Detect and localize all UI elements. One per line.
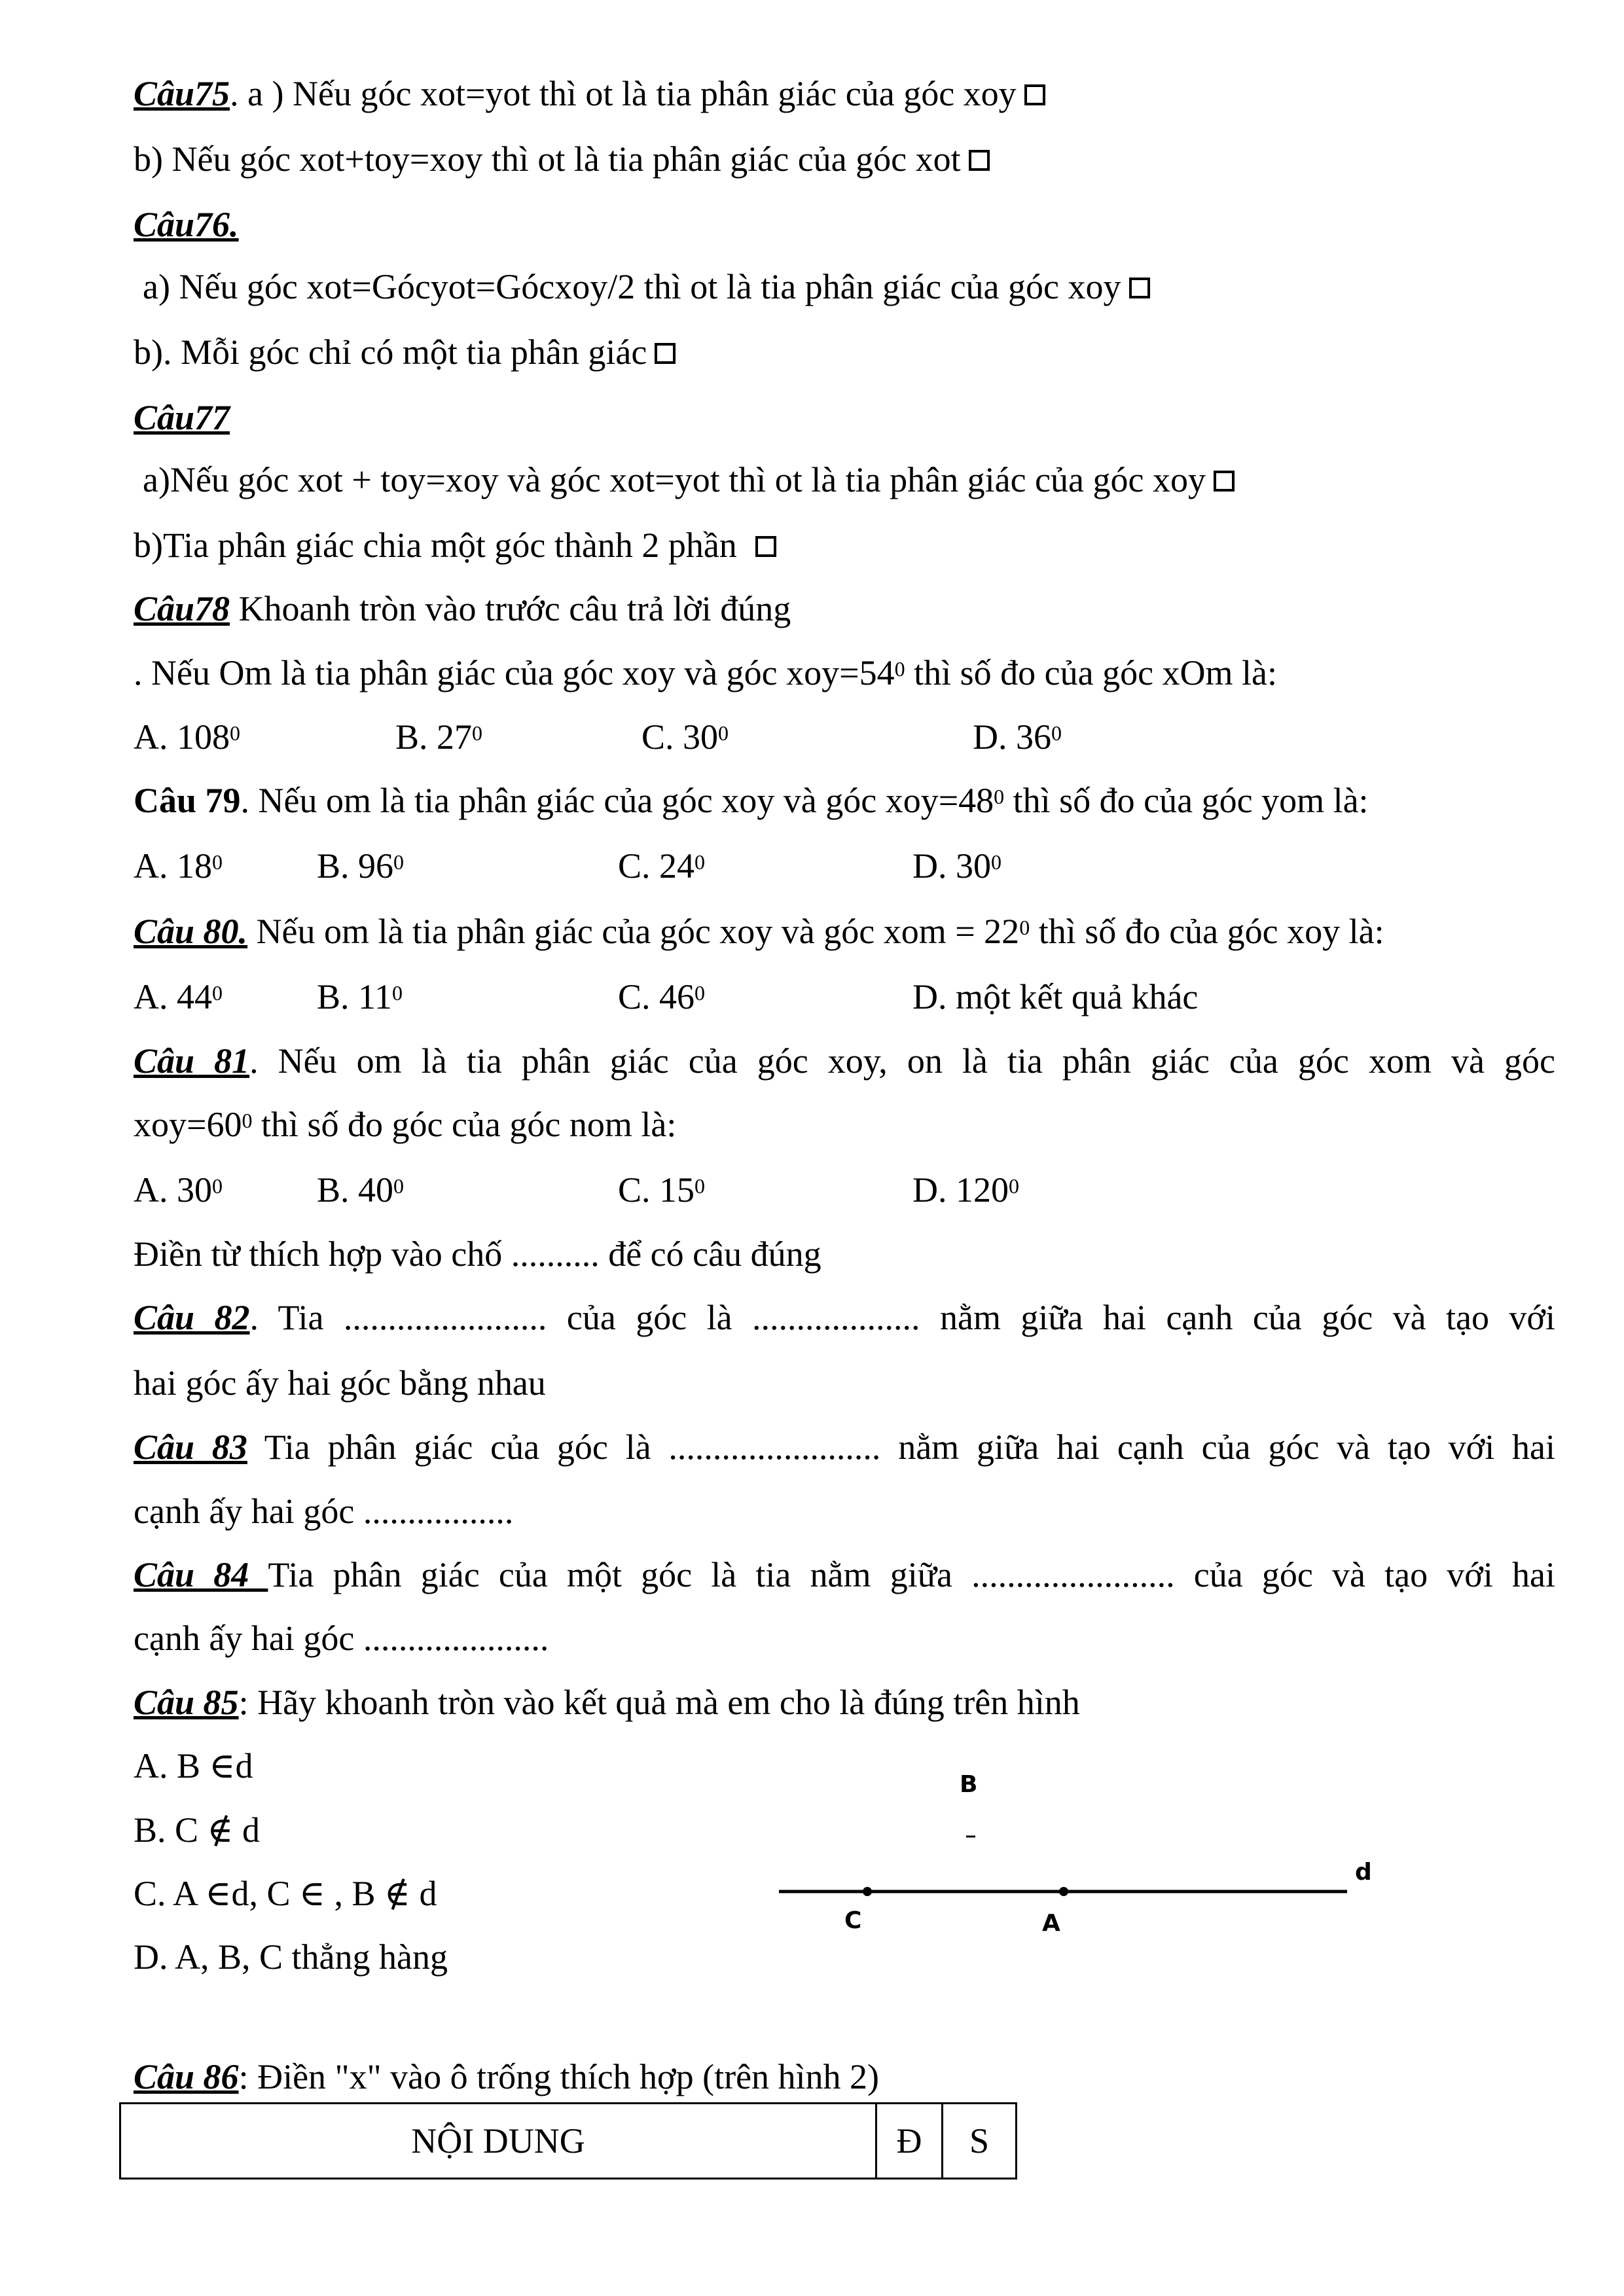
q84-line2: cạnh ấy hai góc ..................... <box>134 1619 549 1658</box>
checkbox-q75-a[interactable] <box>1024 84 1045 105</box>
q84-line1 <box>134 1553 1555 1596</box>
q82-line1-text: . Tia ....................... của góc là ................... nằm giữa hai cạnh của góc và tạo với <box>249 1298 1555 1337</box>
q79-option-b[interactable]: B. $96^0$ <box>317 846 405 886</box>
q78-option-d[interactable]: D. $36^0$ <box>973 717 1062 757</box>
fill-intro: Điền từ thích hợp vào chố .......... để có câu đúng <box>134 1234 821 1274</box>
q78-instruction: Khoanh tròn vào trước câu trả lời đúng <box>238 589 791 628</box>
q78-label: Câu78 <box>134 589 230 628</box>
q79-stem-end: thì số đo của góc yom là: <box>1004 781 1369 820</box>
q80-stem-text: Nếu om là tia phân giác của góc xoy và góc xom = 22 <box>247 912 1020 951</box>
q79-stem: Câu 79. Nếu om là tia phân giác của góc xoy và góc $xoy=48^0$ thì số đo của góc yom là: <box>134 781 1369 820</box>
q78-stem-end: thì số đo của góc xOm là: <box>905 653 1278 692</box>
q81-option-a[interactable]: A. $30^0$ <box>134 1170 223 1210</box>
q75-a-text: . a ) Nếu góc xot=yot thì ot là tia phân giác của góc xoy <box>230 74 1017 113</box>
q80-option-a[interactable]: A. $44^0$ <box>134 977 223 1016</box>
q85-option-a[interactable]: A. B ∈d <box>134 1746 253 1785</box>
table-header-false: S <box>943 2104 1017 2179</box>
q80-label: Câu 80. <box>134 912 248 951</box>
q81-stem2-end: thì số đo góc của góc nom là: <box>252 1105 677 1144</box>
figure-label-b: B <box>960 1771 978 1798</box>
table-header-true: Đ <box>876 2104 943 2179</box>
q80-option-c[interactable]: C. $46^0$ <box>618 977 706 1016</box>
q76-a <box>143 265 1150 308</box>
q75-b-text: b) Nếu góc xot+toy=xoy thì ot là tia phân giác của góc xot <box>134 139 961 179</box>
q81-option-d[interactable]: D. $120^0$ <box>912 1170 1019 1210</box>
q81-stem2: xoy=60 <box>134 1105 242 1144</box>
q85-option-c[interactable]: C. A ∈d, C ∈ , B ∉ d <box>134 1874 437 1913</box>
q78-option-c[interactable]: C. $30^0$ <box>641 717 729 757</box>
q84-label: Câu 84 <box>134 1555 268 1594</box>
q85-option-d[interactable]: D. A, B, C thẳng hàng <box>134 1937 448 1977</box>
point-c <box>863 1887 872 1896</box>
q81-stem-line1 <box>134 1039 1555 1083</box>
q80-option-b[interactable]: B. $11^0$ <box>317 977 403 1016</box>
checkbox-q77-b[interactable] <box>755 536 776 557</box>
q82-line2: hai góc ấy hai góc bằng nhau <box>134 1363 546 1403</box>
q86-table <box>119 2102 1017 2179</box>
q76-heading <box>134 203 239 246</box>
q78-heading <box>134 587 791 630</box>
q81-option-b[interactable]: B. $40^0$ <box>317 1170 405 1210</box>
q77-a-text: a)Nếu góc xot + toy=xoy và góc xot=yot thì ot là tia phân giác của góc xoy <box>143 460 1206 499</box>
q77-a <box>143 458 1235 501</box>
checkbox-q75-b[interactable] <box>969 150 990 171</box>
q76-a-text: a) Nếu góc xot=Gócyot=Gócxoy/2 thì ot là tia phân giác của góc xoy <box>143 267 1121 306</box>
q83-label: Câu 83 <box>134 1427 247 1467</box>
degree-sup: 0 <box>894 657 905 681</box>
q77-b <box>134 524 776 567</box>
q85-stem <box>134 1681 1080 1724</box>
q76-label: Câu76. <box>134 205 239 244</box>
q81-label: Câu 81 <box>134 1041 250 1081</box>
q77-b-text: b)Tia phân giác chia một góc thành 2 phần <box>134 526 737 565</box>
q77-label: Câu77 <box>134 398 230 437</box>
table-row <box>120 2104 1017 2179</box>
q83-line1 <box>134 1426 1555 1469</box>
q80-stem: Câu 80. Nếu om là tia phân giác của góc xoy và góc xom = $22^0$ thì số đo của góc xoy là: <box>134 912 1384 951</box>
q81-stem-line2: $xoy=60^0$ thì số đo góc của góc nom là: <box>134 1105 677 1144</box>
q79-option-c[interactable]: C. $24^0$ <box>618 846 706 886</box>
q83-line2: cạnh ấy hai góc ................. <box>134 1492 514 1531</box>
q76-b-text: b). Mỗi góc chỉ có một tia phân giác <box>134 332 647 372</box>
q86-stem-text: : Điền "x" vào ô trống thích hợp (trên hình 2) <box>238 2057 880 2096</box>
checkbox-q77-a[interactable] <box>1214 471 1235 492</box>
checkbox-q76-b[interactable] <box>655 343 676 364</box>
q83-line1-text: Tia phân giác của góc là ........................ nằm giữa hai cạnh của góc và tạo với hai <box>247 1427 1555 1467</box>
line-figure <box>759 1734 1401 1950</box>
table-header-content: NỘI DUNG <box>120 2104 876 2179</box>
q79-stem-text: . Nếu om là tia phân giác của góc xoy và góc xoy=48 <box>240 781 994 820</box>
q81-stem1: . Nếu om là tia phân giác của góc xoy, on là tia phân giác của góc xom và góc <box>249 1041 1555 1081</box>
q75-a <box>134 72 1045 115</box>
q86-stem <box>134 2055 879 2098</box>
q78-option-b[interactable]: B. $27^0$ <box>395 717 483 757</box>
q78-option-a[interactable]: A. $108^0$ <box>134 717 240 757</box>
q84-line1-text: Tia phân giác của một góc là tia nằm giữa ....................... của góc và tạo với hai <box>268 1555 1555 1594</box>
q85-option-b[interactable]: B. C ∉ d <box>134 1810 261 1850</box>
q85-stem-text: : Hãy khoanh tròn vào kết quả mà em cho là đúng trên hình <box>238 1683 1080 1722</box>
q75-label: Câu75 <box>134 74 230 113</box>
q76-b <box>134 331 676 374</box>
checkbox-q76-a[interactable] <box>1129 278 1150 298</box>
q81-option-c[interactable]: C. $15^0$ <box>618 1170 706 1210</box>
figure-label-a: A <box>1042 1910 1060 1937</box>
q82-line1 <box>134 1296 1555 1339</box>
q82-label: Câu 82 <box>134 1298 250 1337</box>
q79-option-a[interactable]: A. $18^0$ <box>134 846 223 886</box>
q75-b <box>134 137 990 181</box>
figure-label-c: C <box>844 1907 862 1934</box>
q78-stem-text: . Nếu Om là tia phân giác của góc xoy và góc xoy=54 <box>134 653 895 692</box>
q77-heading <box>134 396 230 439</box>
q85-label: Câu 85 <box>134 1683 239 1722</box>
q86-label: Câu 86 <box>134 2057 239 2096</box>
q79-option-d[interactable]: D. $30^0$ <box>912 846 1001 886</box>
q79-label: Câu 79 <box>134 781 241 820</box>
figure-label-d: d <box>1355 1859 1372 1886</box>
point-a <box>1059 1887 1068 1896</box>
q80-option-d[interactable]: D. một kết quả khác <box>912 977 1199 1016</box>
q80-stem-end: thì số đo của góc xoy là: <box>1030 912 1384 951</box>
q78-stem <box>134 651 1277 694</box>
